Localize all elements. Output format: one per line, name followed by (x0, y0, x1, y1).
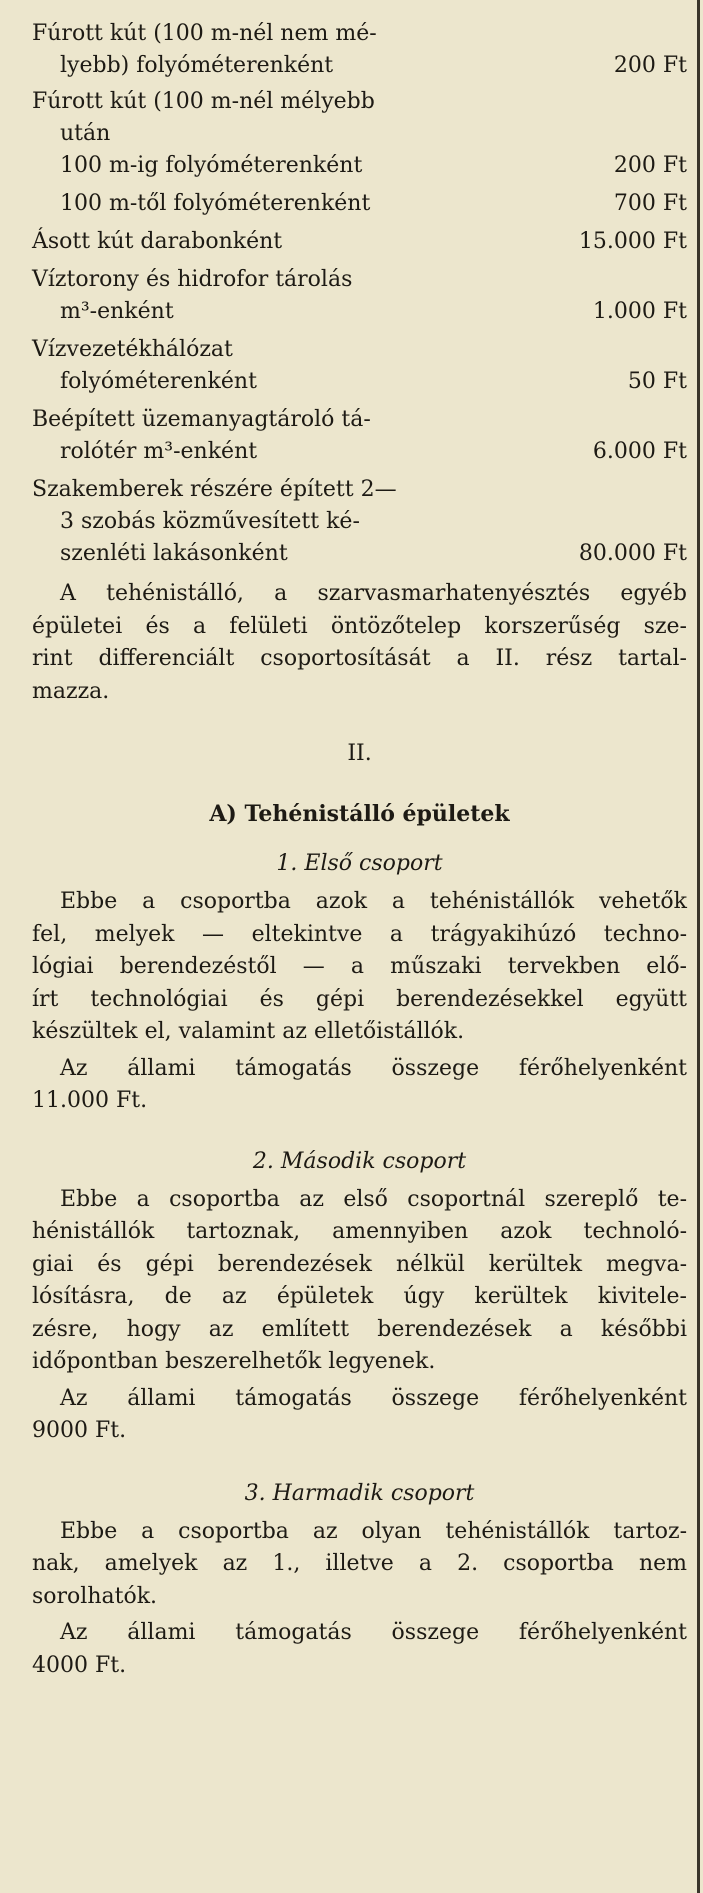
price-row (32, 226, 687, 258)
price-desc: Fúrott kút (100 m-nél mélyebb (32, 89, 375, 114)
price-value: 50 Ft (627, 369, 687, 394)
support-paragraph: Az állami támogatás összege férőhelyenként 11.000 Ft. (32, 1055, 687, 1113)
group-paragraph: Ebbe a csoportba azok a tehénistállók vehetők fel, melyek — eltekintve a trágyakihúzó techno- lógiai berendezéstől — a műszaki tervekben elő- írt technológiai és gépi berendezésekkel együtt készültek el, valamint az elletőistállók. (32, 889, 687, 1044)
group-heading: 2. Második csoport (252, 1148, 467, 1174)
price-desc: Beépített üzemanyagtároló tá- (32, 407, 371, 432)
price-desc: rolótér m³-enként (60, 439, 258, 464)
price-value: 15.000 Ft (578, 229, 687, 254)
price-row (32, 86, 687, 150)
price-value: 1.000 Ft (592, 299, 687, 324)
column-rule (697, 0, 700, 1893)
text-column (32, 18, 687, 1682)
price-desc: lyebb) folyóméterenként (60, 53, 334, 78)
group-paragraph: Ebbe a csoportba az olyan tehénistállók tartoz- nak, amelyek az 1., illetve a 2. csoportba nem sorolhatók. (32, 1518, 687, 1609)
price-desc: Fúrott kút (100 m-nél nem mé- (32, 21, 377, 46)
price-desc: Víztorony és hidrofor tárolás (32, 267, 353, 292)
price-value: 700 Ft (613, 191, 687, 216)
price-desc: Ásott kút darabonként (32, 229, 283, 254)
price-row (32, 150, 687, 182)
intro-paragraph: A tehénistálló, a szarvasmarhatenyésztés egyéb épületei és a felületi öntözőtelep korszerűség sze- rint differenciált csoportosítását a II. rész tartal- mazza. (32, 581, 687, 704)
price-desc: után (60, 121, 111, 146)
group-heading: 1. Első csoport (276, 851, 443, 876)
support-paragraph: Az állami támogatás összege férőhelyenként 9000 Ft. (32, 1385, 687, 1443)
price-row (32, 404, 687, 468)
price-value: 6.000 Ft (592, 439, 687, 464)
price-row (32, 264, 687, 328)
group-paragraph: Ebbe a csoportba az első csoportnál szereplő te- hénistállók tartoznak, amennyiben azok technoló- giai és gépi berendezések nélkül kerültek megva- lósításra, de az épületek úgy kerültek kivitele- zésre, hogy az említett berendezések a későbbi időpontban beszerelhetők legyenek. (32, 1186, 687, 1374)
price-row (32, 474, 687, 570)
price-desc: 100 m-től folyóméterenként (60, 191, 371, 216)
section-number: II. (347, 741, 372, 766)
price-value: 200 Ft (613, 53, 687, 78)
price-desc: 100 m-ig folyóméterenként (60, 153, 363, 178)
price-list (32, 18, 687, 570)
section-title: A) Tehénistálló épületek (209, 801, 510, 827)
price-row (32, 188, 687, 220)
price-row (32, 334, 687, 398)
group-heading: 3. Harmadik csoport (244, 1480, 475, 1506)
price-desc: szenléti lakásonként (60, 541, 288, 566)
price-desc: 3 szobás közművesített ké- (60, 509, 360, 534)
price-value: 80.000 Ft (578, 541, 687, 566)
price-desc: Vízvezetékhálózat (32, 337, 233, 362)
price-desc: Szakemberek részére épített 2— (32, 477, 397, 502)
support-paragraph: Az állami támogatás összege férőhelyenként 4000 Ft. (32, 1620, 687, 1678)
price-desc: folyóméterenként (60, 369, 257, 394)
price-desc: m³-enként (60, 299, 174, 324)
price-value: 200 Ft (613, 153, 687, 178)
price-row (32, 18, 687, 82)
